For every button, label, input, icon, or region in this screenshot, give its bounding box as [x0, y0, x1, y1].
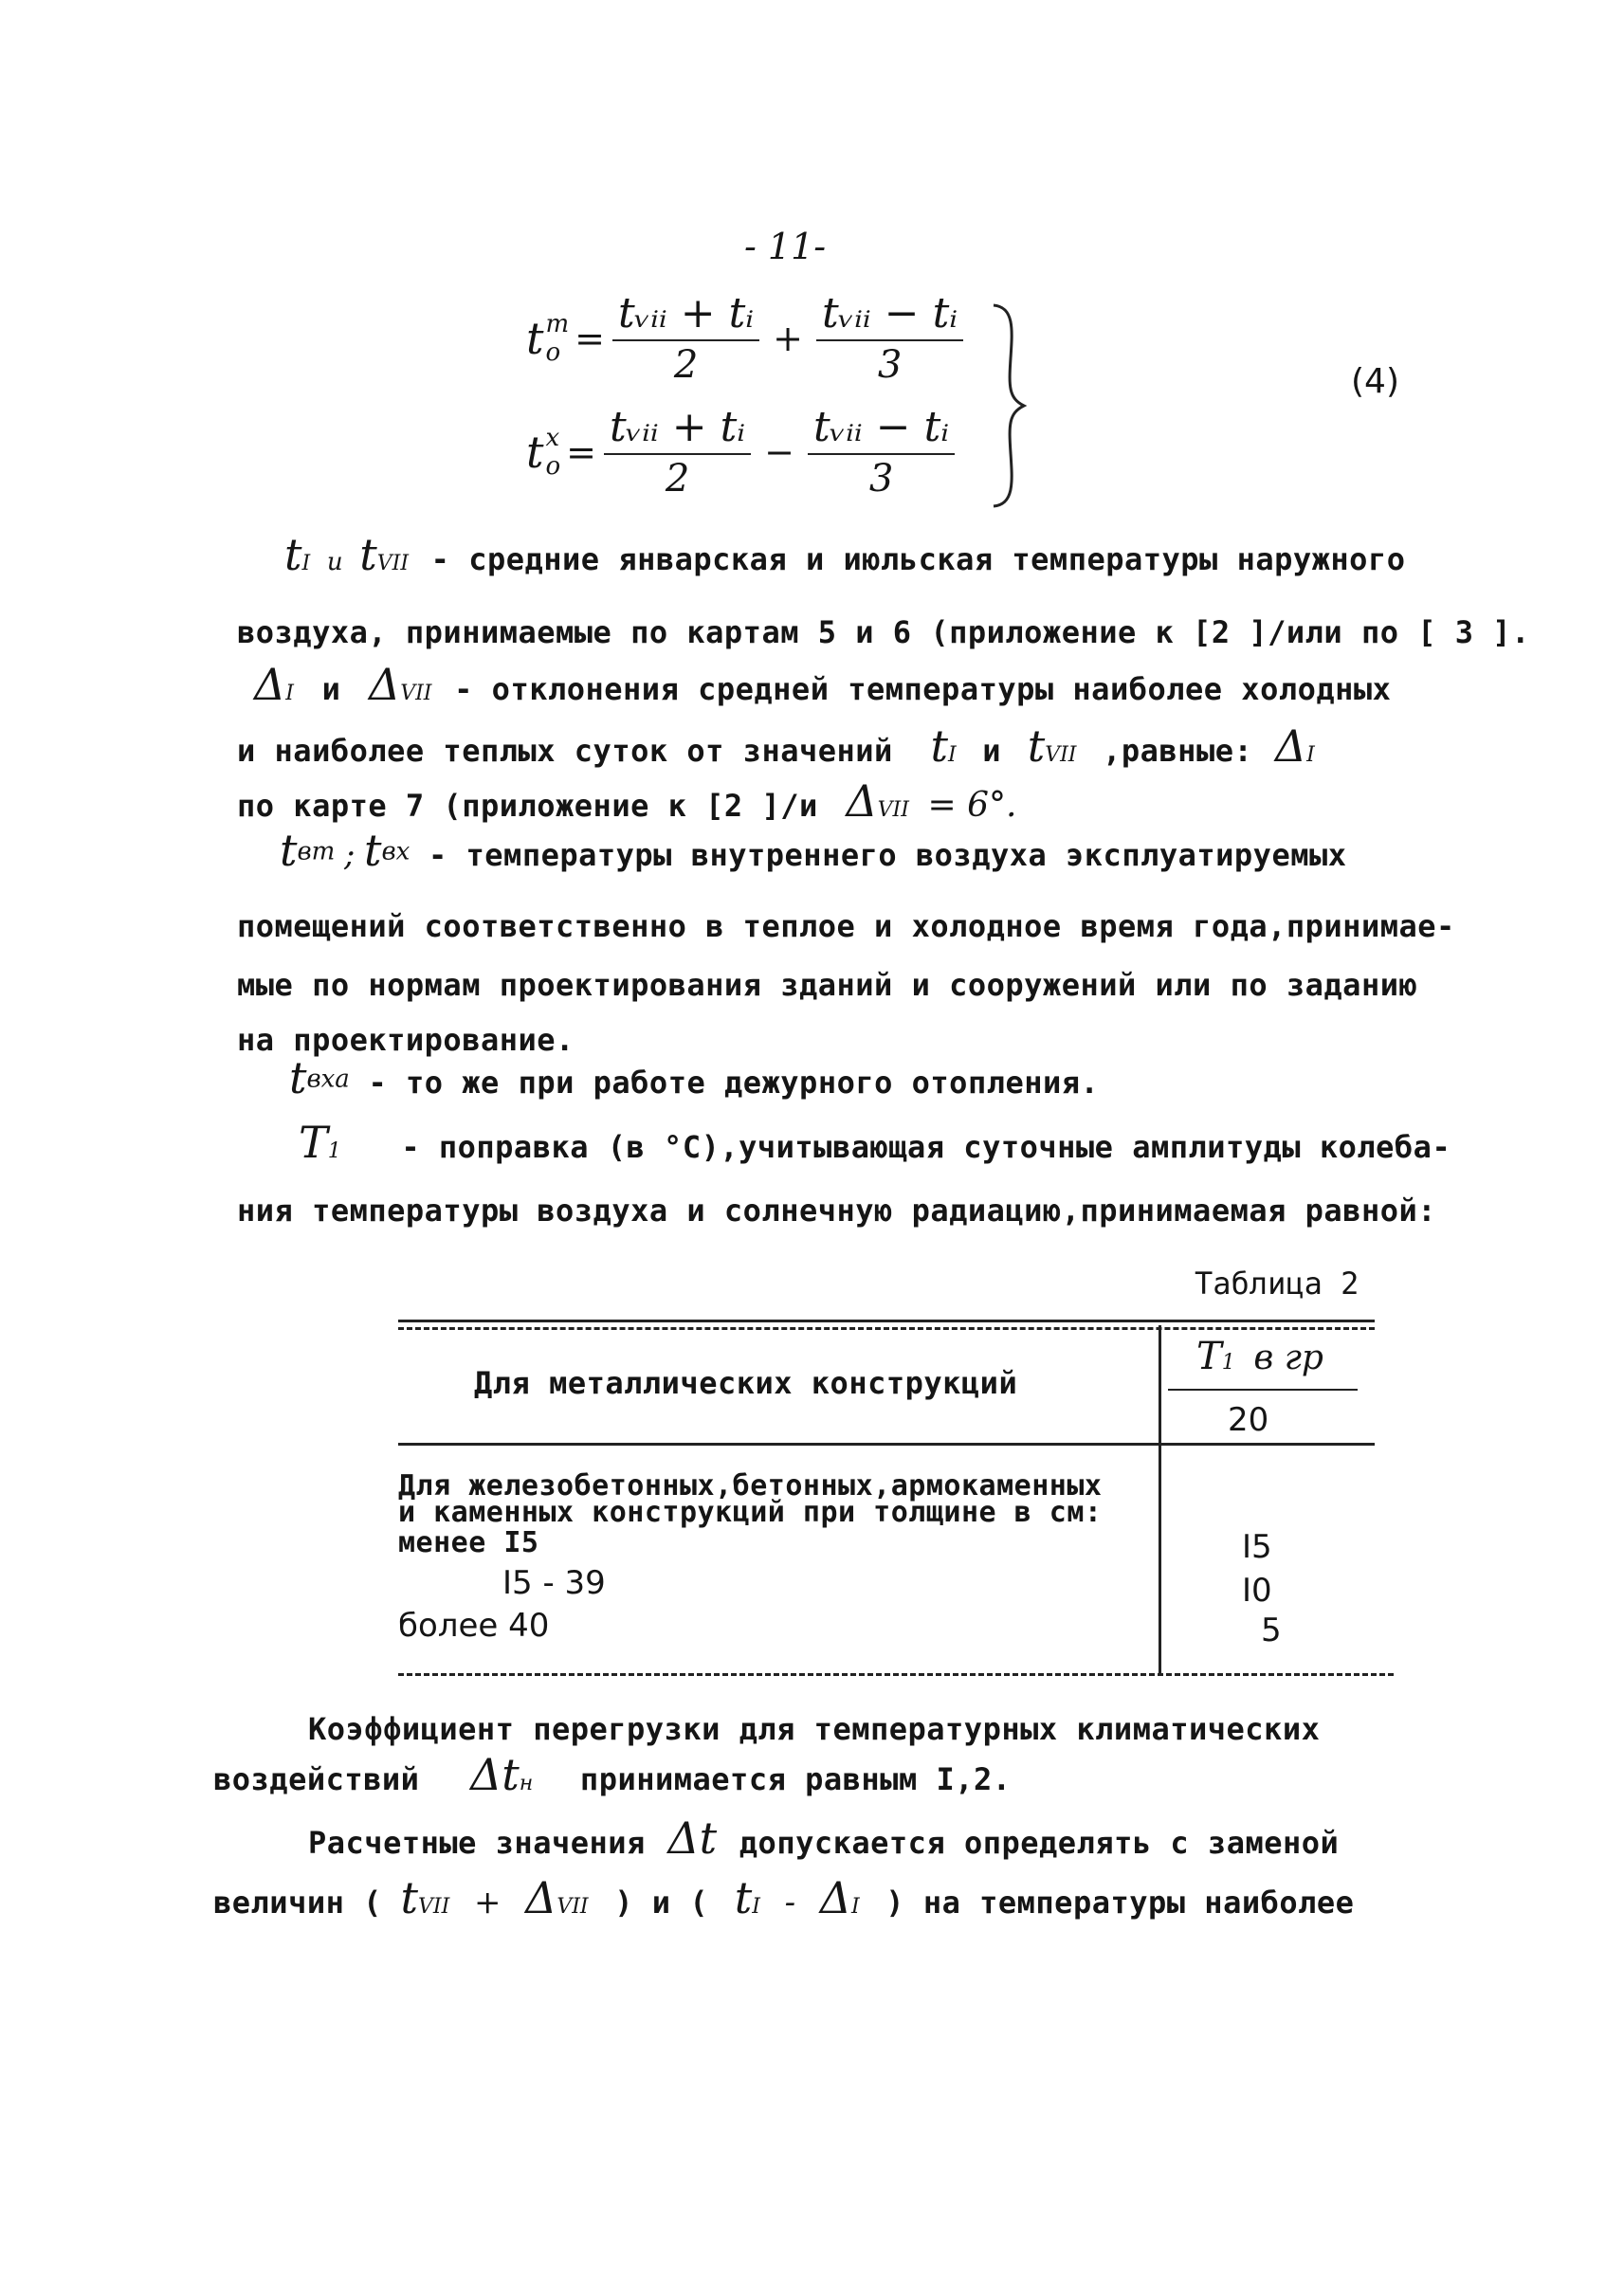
paragraph-1-line-2: воздействий Δtн принимается равным I,2. — [213, 1749, 1012, 1800]
formula-number: (4) — [1351, 362, 1399, 401]
table-caption: Таблица 2 — [1195, 1266, 1359, 1302]
definition-1-line-2: воздуха, принимаемые по картам 5 и 6 (приложение к [2 ]/или по [ 3 ]. — [237, 614, 1530, 650]
fraction: $\frac{\text{tᵥᵢᵢ + tᵢ}}{2}$ — [604, 403, 751, 501]
formula-op: + — [773, 317, 803, 359]
page-number: - 11- — [744, 226, 827, 267]
formula-row-2 — [526, 403, 955, 501]
fraction: $\frac{\text{tᵥᵢᵢ + tᵢ}}{2}$ — [612, 289, 759, 387]
table-top-rule-2 — [398, 1327, 1375, 1330]
fraction: $\frac{\text{tᵥᵢᵢ − tᵢ}}{3}$ — [808, 403, 955, 501]
table-header-value: 20 — [1228, 1401, 1269, 1439]
formula-sup: х — [545, 423, 560, 452]
table-row-label: более 40 — [398, 1607, 550, 1645]
definition-4: $t^{вха}$ - то же при работе дежурного отопления. — [289, 1052, 1100, 1103]
formula-sub: о — [545, 451, 561, 481]
table-header-left: Для металлических конструкций — [474, 1365, 1018, 1401]
definition-2-line-2: и наиболее теплых суток от значений tI и tVII ,равные: ΔI — [237, 720, 1315, 772]
table-header-right: T1 в гр — [1196, 1335, 1323, 1378]
table-bottom-rule — [398, 1673, 1394, 1676]
definition-3-line-3: мые по нормам проектирования зданий и сооружений или по заданию — [237, 967, 1418, 1003]
table-row-label: I5 - 39 — [502, 1564, 606, 1602]
definition-5-line-2: ния температуры воздуха и солнечную радиацию,принимаемая равной: — [237, 1193, 1436, 1229]
fraction: $\frac{\text{tᵥᵢᵢ − tᵢ}}{3}$ — [816, 289, 963, 387]
definition-3-line-2: помещений соответственно в теплое и холодное время года,принимае- — [237, 908, 1455, 944]
formula-row-1 — [526, 289, 963, 387]
definition-2: ΔI и ΔVII - отклонения средней температуры наиболее холодных — [254, 659, 1392, 710]
formula-eq: = — [575, 317, 605, 359]
table-mid-rule — [398, 1443, 1375, 1446]
formula-eq: = — [566, 430, 596, 473]
formula-op: − — [764, 430, 794, 473]
definition-3-line-4: на проектирование. — [237, 1022, 575, 1058]
paragraph-2-line-1: Расчетные значения Δt допускается определять с заменой — [308, 1812, 1340, 1864]
table-body-line-1: Для железобетонных,бетонных,армокаменных — [398, 1469, 1103, 1503]
definition-2-line-3: по карте 7 (приложение к [2 ]/и ΔVII = 6°. — [237, 775, 1017, 827]
formula-sup: т — [545, 309, 570, 338]
table-body-line-2: и каменных конструкций при толщине в см: — [398, 1496, 1103, 1529]
definition-3: $t^{вт}$ ; $t^{вх}$ - температуры внутреннего воздуха эксплуатируемых — [280, 825, 1347, 876]
table-row-value: I0 — [1242, 1572, 1272, 1610]
definition-1: tI и tVII - средние январская и июльская температуры наружного — [284, 529, 1406, 580]
table-row-value: I5 — [1242, 1528, 1272, 1566]
formula-lhs: t — [526, 426, 544, 478]
formula-lhs: t — [526, 312, 544, 364]
right-brace — [986, 301, 1033, 510]
table-column-divider — [1159, 1325, 1161, 1676]
paragraph-2-line-2: величин ( tVII + ΔVII ) и ( tI - ΔI ) на температуры наиболее — [213, 1872, 1355, 1923]
table-row-value: 5 — [1261, 1612, 1282, 1649]
table-row-label: менее I5 — [398, 1526, 539, 1559]
definition-5: T1 - поправка (в °С),учитывающая суточные амплитуды колеба- — [299, 1117, 1451, 1168]
paragraph-1-line-1: Коэффициент перегрузки для температурных климатических — [308, 1711, 1321, 1747]
formula-sub: о — [545, 337, 561, 367]
table-top-rule — [398, 1320, 1375, 1322]
table-header-underline — [1168, 1389, 1358, 1391]
